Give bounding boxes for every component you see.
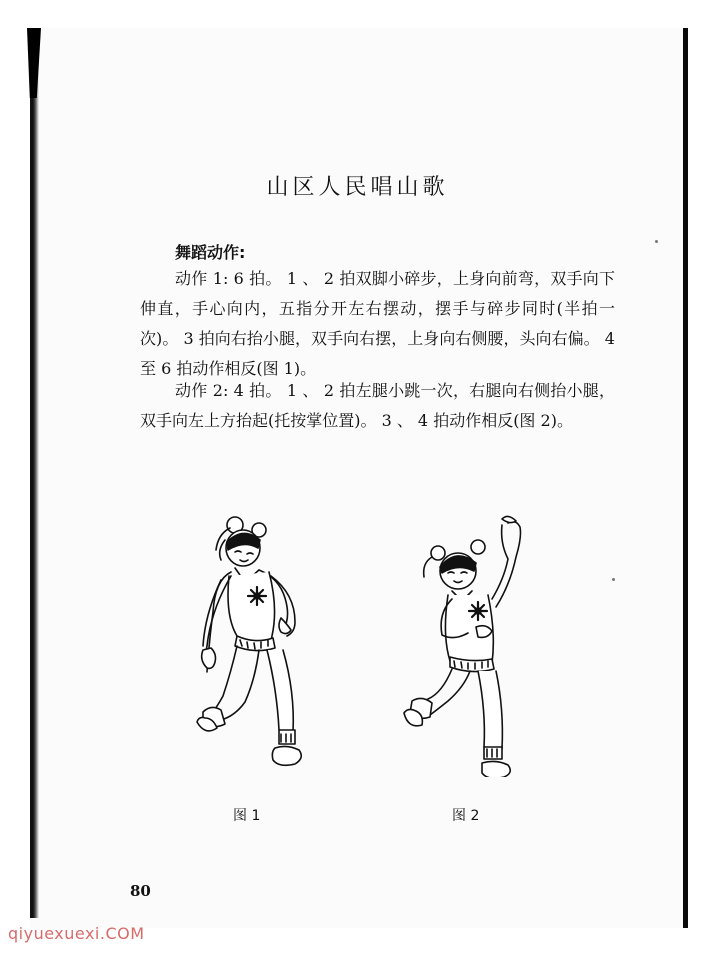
figure-1-caption: 图 1 <box>233 808 261 824</box>
page-left-edge <box>30 28 39 918</box>
scan-speck <box>655 240 658 243</box>
page-title: 山区人民唱山歌 <box>266 175 449 200</box>
site-watermark: qiyuexuexi.COM <box>8 924 145 943</box>
paragraph-action-1: 动作 1: 6 拍。 1 、 2 拍双脚小碎步，上身向前弯，双手向下伸直，手心向内，五指分开左右摆动，摆手与碎步同时(半拍一次)。 3 拍向右抬小腿，双手向右摆，上身向右侧腰，头向右偏。 4 至 6 拍动作相反(图 1)。 <box>140 269 615 378</box>
page-right-edge <box>683 28 688 928</box>
paragraph-action-2: 动作 2: 4 拍。 1 、 2 拍左腿小跳一次，右腿向右侧抬小腿，双手向左上方抬起(托按掌位置)。 3 、 4 拍动作相反(图 2)。 <box>140 381 615 430</box>
page-number: 80 <box>130 882 151 900</box>
dancer-figure-2-icon <box>398 515 548 777</box>
dancer-figure-1-icon <box>195 510 320 775</box>
scan-speck <box>612 578 615 581</box>
book-page <box>30 28 685 928</box>
section-heading: 舞蹈动作: <box>175 243 246 262</box>
figure-2-caption: 图 2 <box>452 808 480 824</box>
